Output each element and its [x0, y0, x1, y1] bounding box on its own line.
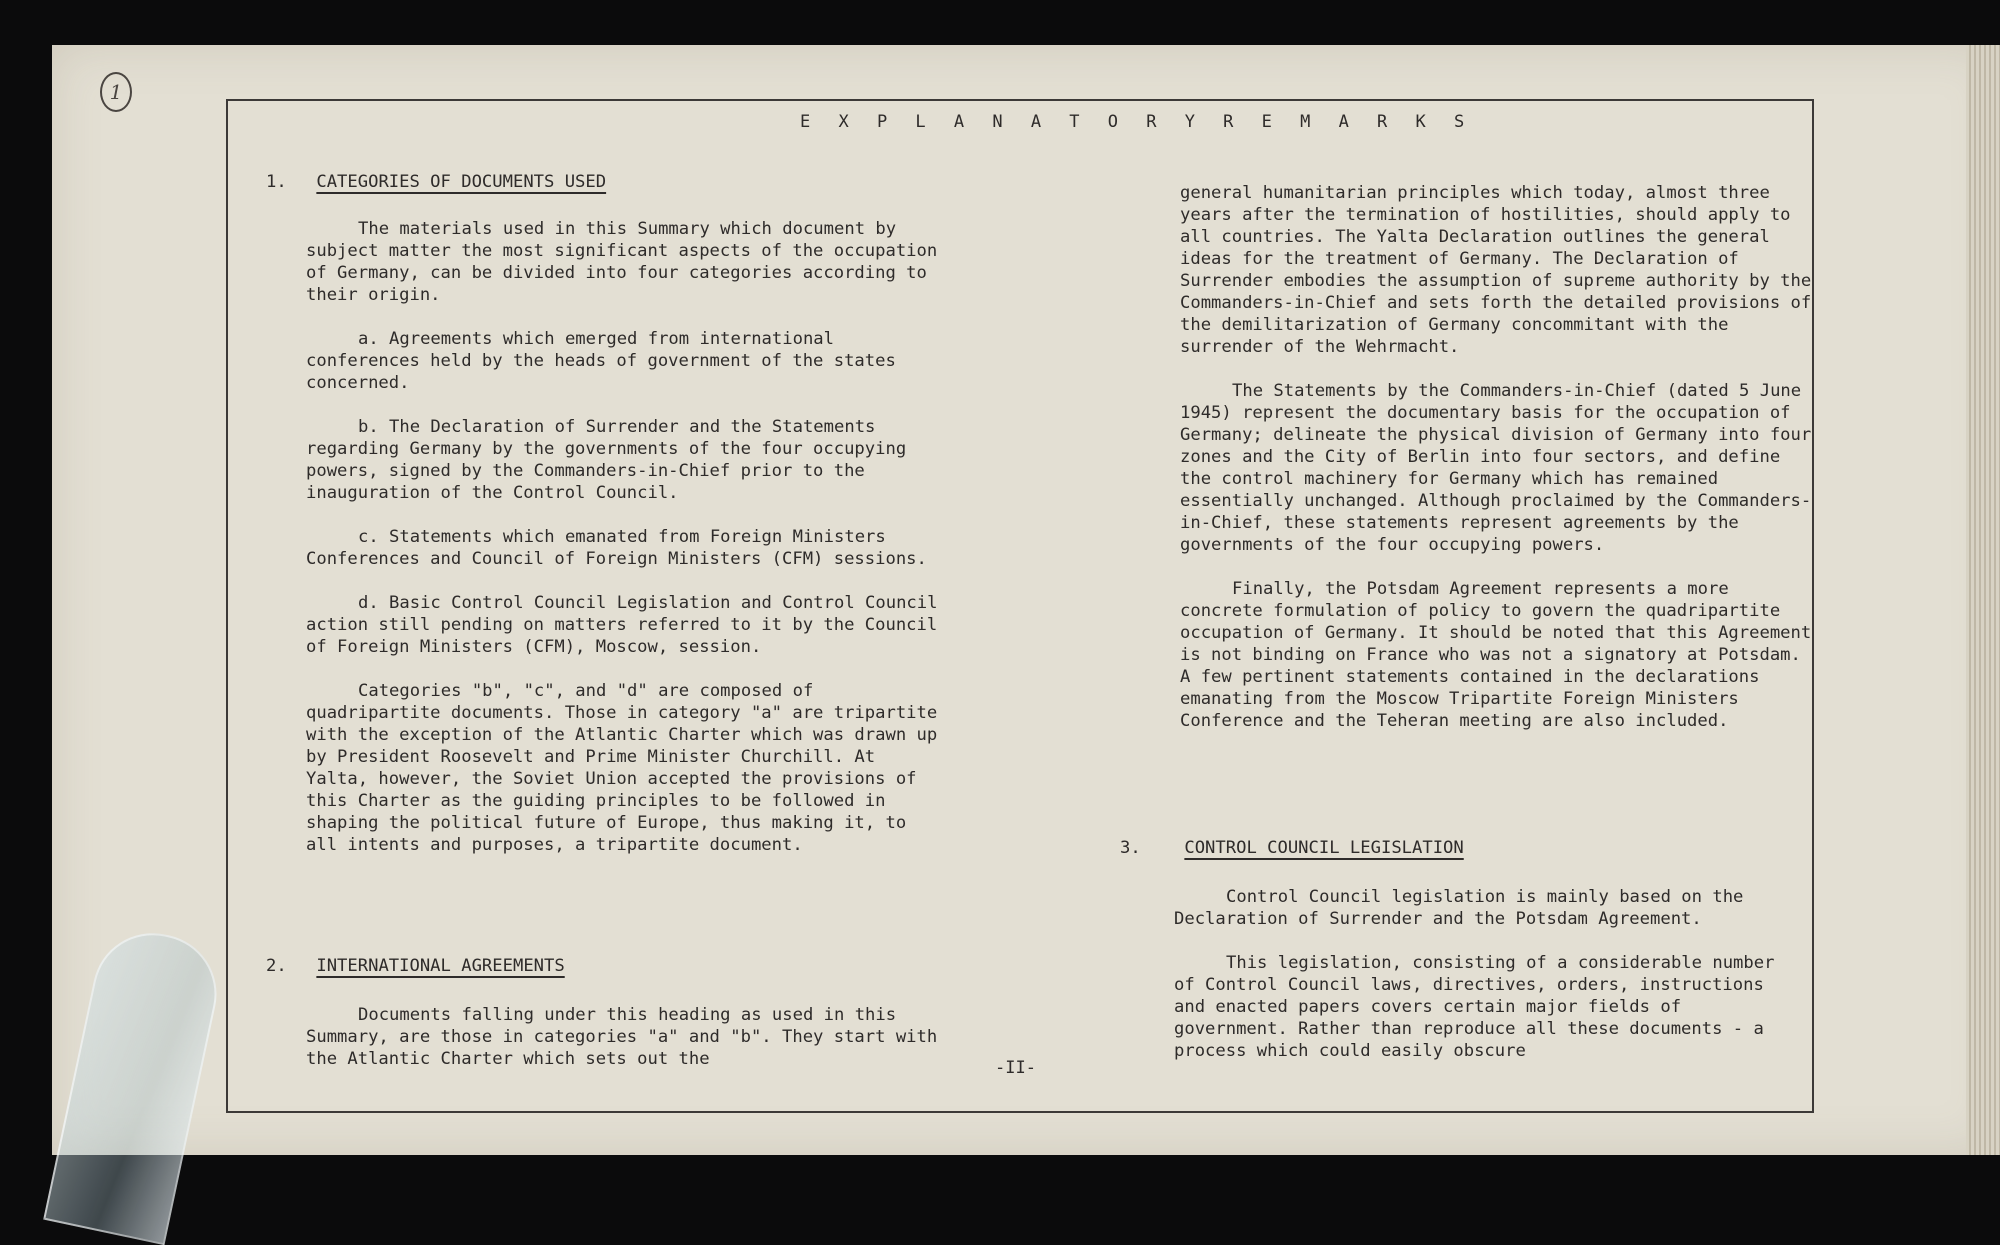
section-2-number: 2.: [266, 956, 287, 976]
page-stack-edges: [1966, 45, 2000, 1155]
margin-annotation: [100, 72, 132, 112]
paragraph: Documents falling under this heading as used in this Summary, are those in categories "a" and "b". They start with the Atlantic Charter which sets out the: [306, 1005, 938, 1069]
section-1-heading: [266, 172, 606, 192]
paragraph: This legislation, consisting of a considerable number of Control Council laws, directives, orders, instructions and enacted papers covers certain major fields of government. Rather than reproduce all these documents - a process which could easily obscure: [1174, 953, 1775, 1061]
paragraph: Finally, the Potsdam Agreement represents a more concrete formulation of policy to govern the quadripartite occupation of Germany. It should be noted that this Agreement is not binding on France who was not a signatory at Potsdam. A few pertinent statements contained in the declarations emanating from the Moscow Tripartite Foreign Ministers Conference and the Teheran meeting are also included.: [1180, 579, 1812, 731]
section-3-title: CONTROL COUNCIL LEGISLATION: [1184, 838, 1464, 858]
paragraph: The Statements by the Commanders-in-Chief (dated 5 June 1945) represent the documentary basis for the occupation of Germany; delineate the physical division of Germany into four zones and the City of Berlin into four sectors, and define the control machinery for Germany which has remained essentially unchanged. Although proclaimed by the Commanders-in-Chief, these statements represent agreements by the governments of the four occupying powers.: [1180, 381, 1812, 555]
page-number: -II-: [995, 1058, 1036, 1078]
section-2-heading: [266, 956, 565, 976]
paragraph: The materials used in this Summary which document by subject matter the most significant aspects of the occupation of Germany, can be divided into four categories according to their origin.: [306, 219, 938, 305]
section-3-body: [1174, 886, 1794, 1084]
section-3-number: 3.: [1120, 838, 1141, 858]
paragraph: a. Agreements which emerged from international conferences held by the heads of government of the states concerned.: [306, 329, 896, 393]
section-2-body: [306, 1004, 946, 1092]
section-3-heading: [1120, 838, 1464, 858]
left-column: [306, 218, 946, 878]
paragraph: Categories "b", "c", and "d" are composed of quadripartite documents. Those in category "a" are tripartite with the exception of the Atlantic Charter which was drawn up by President Roosevelt and Prime Minister Churchill. At Yalta, however, the Soviet Union accepted the provisions of this Charter as the guiding principles to be followed in shaping the political future of Europe, thus making it, to all intents and purposes, a tripartite document.: [306, 681, 938, 855]
paragraph: Control Council legislation is mainly based on the Declaration of Surrender and the Potsdam Agreement.: [1174, 887, 1744, 929]
section-2-title: INTERNATIONAL AGREEMENTS: [316, 956, 565, 976]
paragraph: c. Statements which emanated from Foreign Ministers Conferences and Council of Foreign Ministers (CFM) sessions.: [306, 527, 927, 569]
paragraph: general humanitarian principles which today, almost three years after the termination of hostilities, should apply to all countries. The Yalta Declaration outlines the general ideas for the treatment of Germany. The Declaration of Surrender embodies the assumption of supreme authority by the Commanders-in-Chief and sets forth the detailed provisions of the demilitarization of Germany concommitant with the surrender of the Wehrmacht.: [1180, 183, 1812, 357]
paragraph: b. The Declaration of Surrender and the Statements regarding Germany by the governments of the four occupying powers, signed by the Commanders-in-Chief prior to the inauguration of the Control Council.: [306, 417, 907, 503]
paragraph: d. Basic Control Council Legislation and Control Council action still pending on matters referred to it by the Council of Foreign Ministers (CFM), Moscow, session.: [306, 593, 938, 657]
section-1-title: CATEGORIES OF DOCUMENTS USED: [316, 172, 607, 192]
section-1-number: 1.: [266, 172, 287, 192]
margin-annotation-text: 1: [109, 80, 123, 104]
page-title: E X P L A N A T O R Y R E M A R K S: [800, 112, 1474, 132]
right-column: [1180, 182, 1820, 754]
